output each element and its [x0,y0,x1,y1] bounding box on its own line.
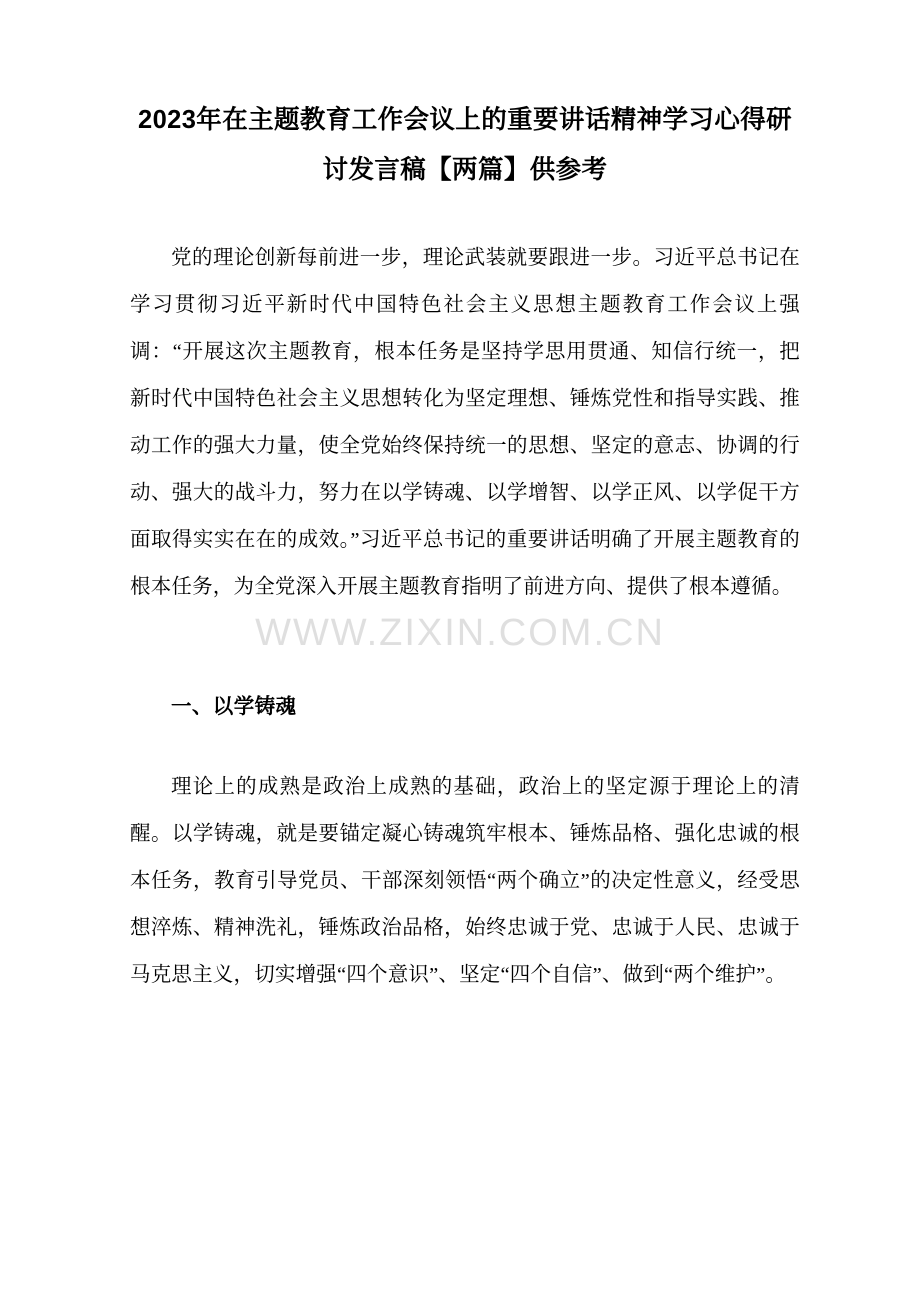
paragraph-intro: 党的理论创新每前进一步，理论武装就要跟进一步。习近平总书记在学习贯彻习近平新时代中国特色社会主义思想主题教育工作会议上强调：“开展这次主题教育，根本任务是坚持学思用贯通、知信行统一，把新时代中国特色社会主义思想转化为坚定理想、锤炼党性和指导实践、推动工作的强大力量，使全党始终保持统一的思想、坚定的意志、协调的行动、强大的战斗力，努力在以学铸魂、以学增智、以学正风、以学促干方面取得实实在在的成效。”习近平总书记的重要讲话明确了开展主题教育的根本任务，为全党深入开展主题教育指明了前进方向、提供了根本遵循。 [130,247,800,598]
section-body-1: 理论上的成熟是政治上成熟的基础，政治上的坚定源于理论上的清醒。以学铸魂，就是要锚定凝心铸魂筑牢根本、锤炼品格、强化忠诚的根本任务，教育引导党员、干部深刻领悟“两个确立”的决定性意义，经受思想淬炼、精神洗礼，锤炼政治品格，始终忠诚于党、忠诚于人民、忠诚于马克思主义，切实增强“四个意识”、坚定“四个自信”、做到“两个维护”。 [130,776,800,986]
watermark-text: WWW.ZIXIN.COM.CN [255,612,665,654]
spacer [130,629,800,645]
page-title: 2023年在主题教育工作会议上的重要讲话精神学习心得研讨发言稿【两篇】供参考 [137,106,793,184]
section-heading-1: 一、以学铸魂 [171,695,297,718]
